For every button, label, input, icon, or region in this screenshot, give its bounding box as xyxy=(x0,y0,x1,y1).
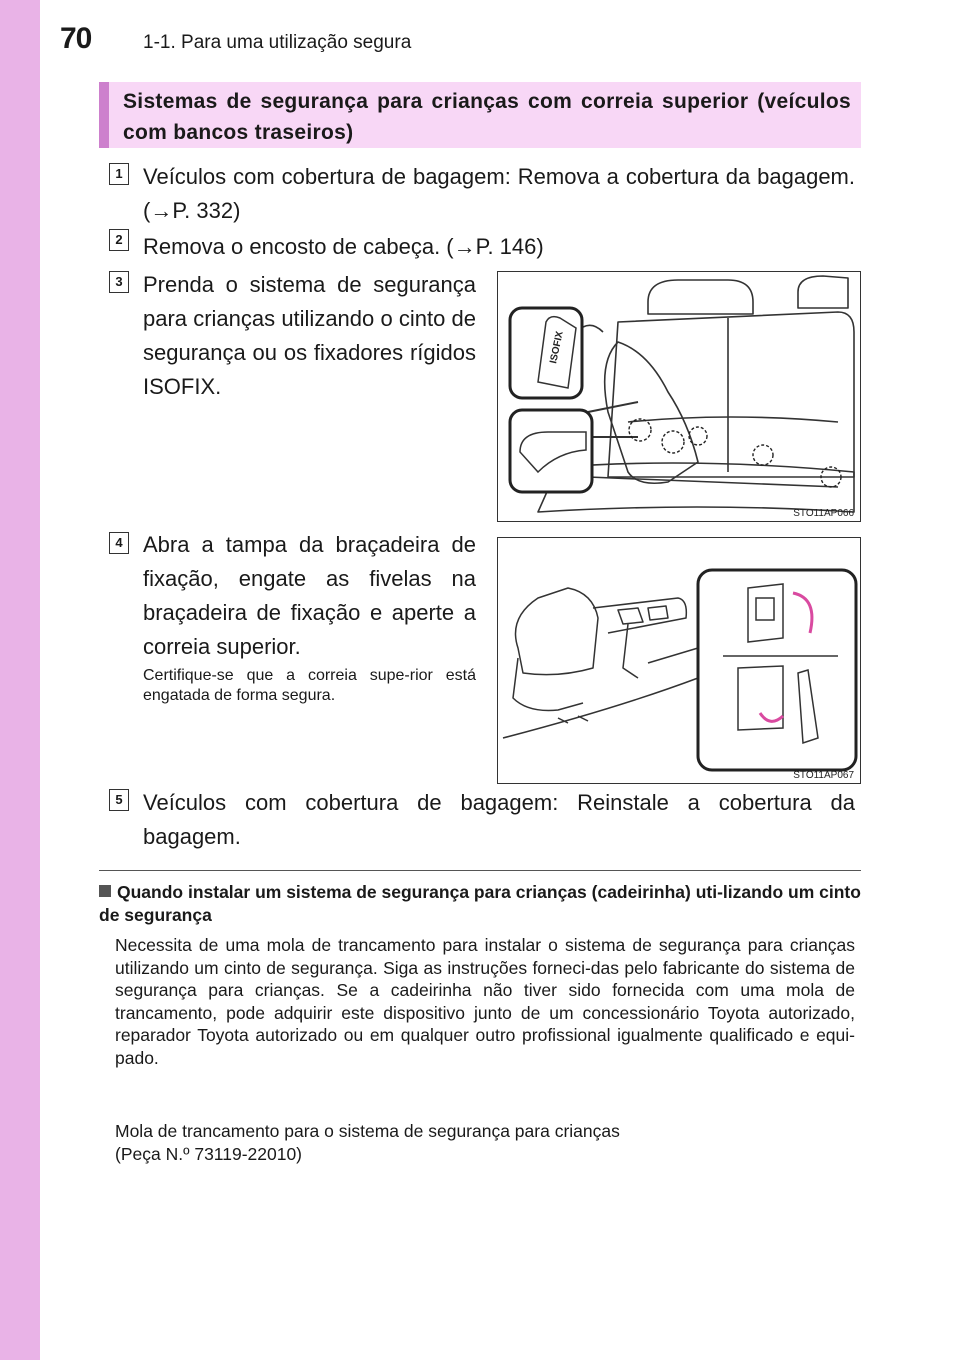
figure-code-1: STO11AP066 xyxy=(793,508,854,519)
step-text-3: Prenda o sistema de segurança para crianças utilizando o cinto de segurança ou os fixadores rígidos ISOFIX. xyxy=(143,272,476,399)
step-number-2: 2 xyxy=(109,229,129,251)
page-number: 70 xyxy=(60,22,92,55)
note-paragraph-3: (Peça N.º 73119-22010) xyxy=(115,1144,303,1164)
step-text-1: Veículos com cobertura de bagagem: Remova a cobertura da bagagem. (→P. 332) xyxy=(143,164,855,223)
note-paragraph-2: Mola de trancamento para o sistema de segurança para crianças xyxy=(115,1121,620,1141)
isofix-label: ISOFIX xyxy=(548,330,566,365)
figure-tether-strap xyxy=(497,537,861,784)
note-paragraph-1: Necessita de uma mola de trancamento para instalar o sistema de segurança para crianças utilizando um cinto de segurança. Siga as instruções forneci-das pelo fabricante do sistema de segurança para crianças. Se a cadeirinha não tiver sido fornecida com uma mola de trancamento, pode adquirir este dispositivo junto de um concessionário Toyota autorizado, reparador Toyota autorizado ou em qualquer outro profissional igualmente qualificado e equi-pado. xyxy=(115,935,855,1068)
section-divider xyxy=(99,870,861,871)
square-bullet-icon xyxy=(99,885,111,897)
step-number-4: 4 xyxy=(109,532,129,554)
side-color-band xyxy=(0,0,40,1360)
step-number-1: 1 xyxy=(109,163,129,185)
section-title: Sistemas de segurança para crianças com correia superior (veículos com bancos traseiros) xyxy=(99,82,861,148)
step-number-3: 3 xyxy=(109,271,129,293)
tether-illustration xyxy=(498,538,859,782)
figure-isofix-seat xyxy=(497,271,861,522)
step-note-4: Certifique-se que a correia supe-rior está engatada de forma segura. xyxy=(143,667,476,704)
note-heading xyxy=(99,881,861,927)
note-heading-text: Quando instalar um sistema de segurança para crianças (cadeirinha) uti-lizando um cinto de segurança xyxy=(99,882,861,925)
step-text-2: Remova o encosto de cabeça. (→P. 146) xyxy=(143,234,544,259)
step-text-4: Abra a tampa da braçadeira de fixação, engate as fivelas na braçadeira de fixação e aperte a correia superior. xyxy=(143,532,476,659)
seat-illustration xyxy=(498,272,859,520)
running-head: 1-1. Para uma utilização segura xyxy=(143,32,412,53)
figure-code-2: STO11AP067 xyxy=(793,770,854,781)
step-number-5: 5 xyxy=(109,789,129,811)
step-text-5: Veículos com cobertura de bagagem: Reinstale a cobertura da bagagem. xyxy=(143,790,855,849)
